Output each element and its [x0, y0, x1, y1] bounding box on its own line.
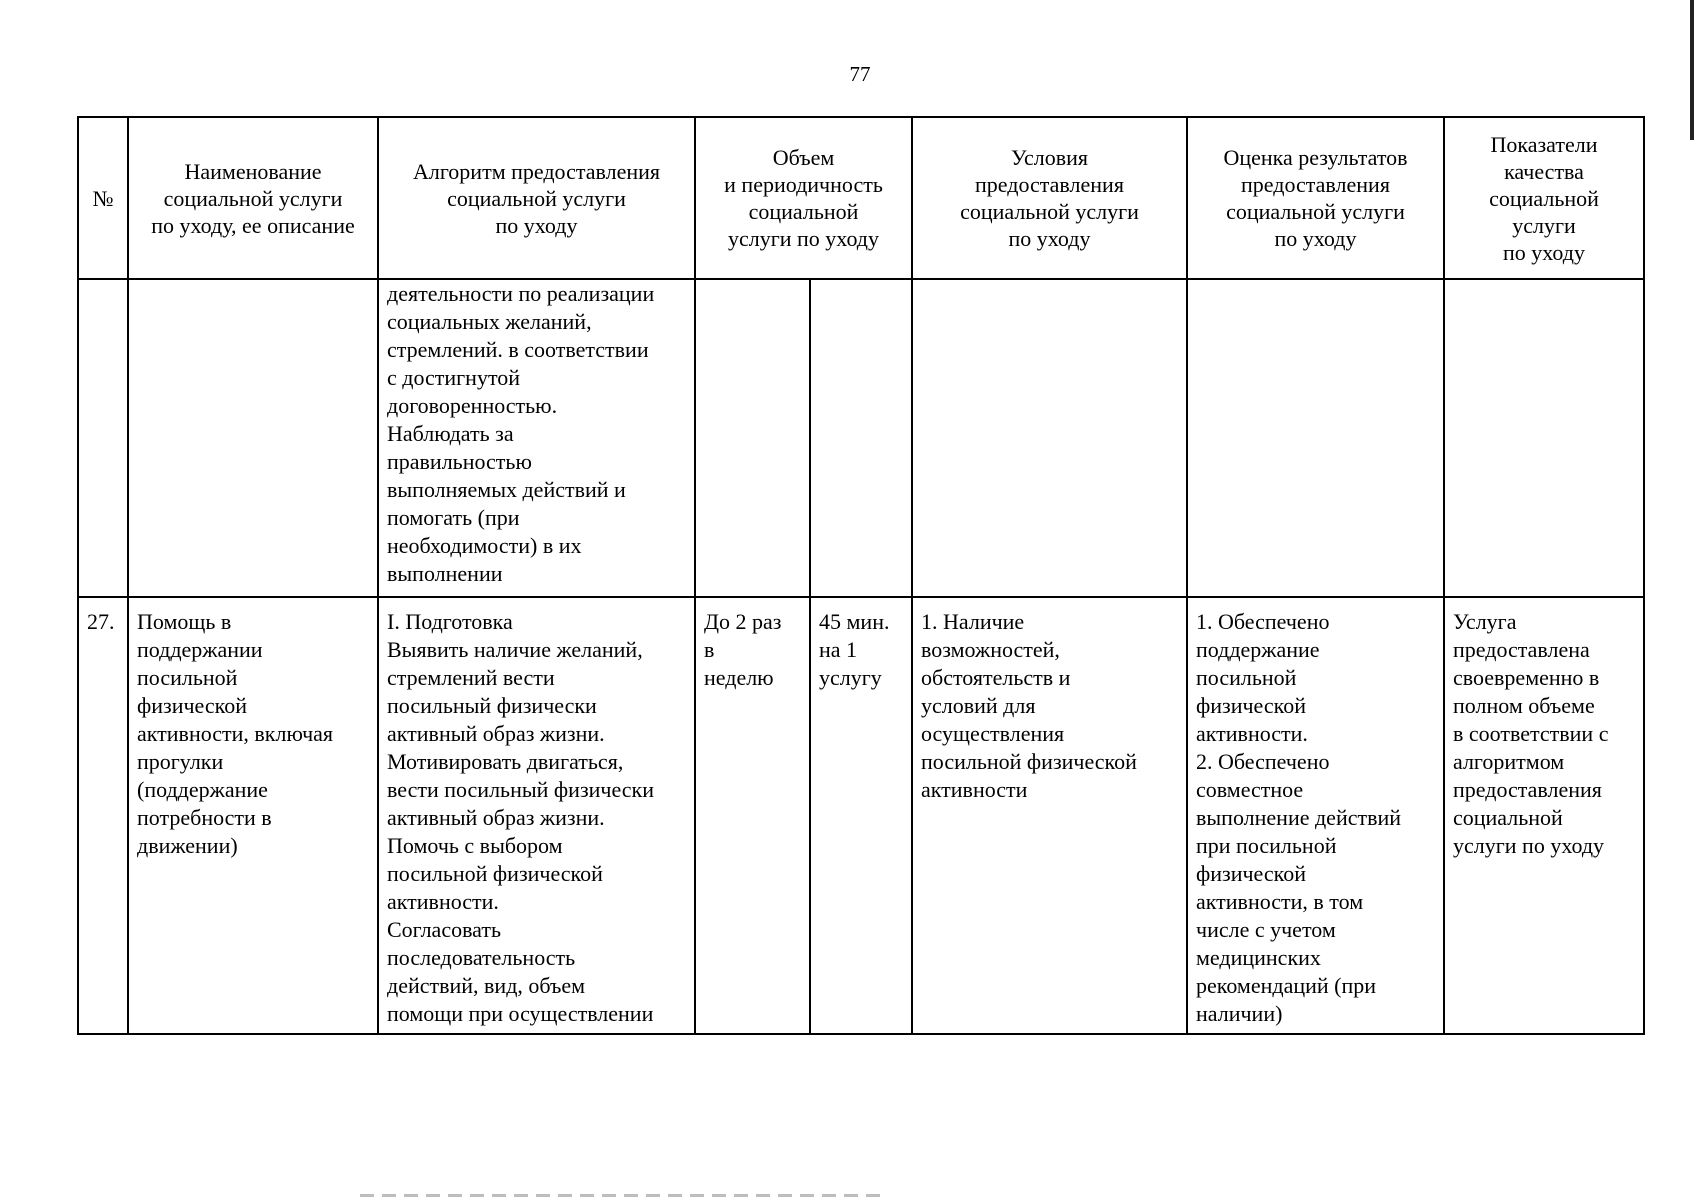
header-quality: Показатели качества социальной услуги по уходу [1444, 117, 1644, 279]
cell-conditions: 1. Наличие возможностей, обстоятельств и условий для осуществления посильной физической активности [912, 597, 1187, 1034]
cell-quality [1444, 279, 1644, 597]
table-row-continued [78, 279, 1644, 597]
header-number: № [78, 117, 128, 279]
cell-algorithm: деятельности по реализации социальных желаний, стремлений. в соответствии с достигнутой договоренностью. Наблюдать за правильностью выполняемых действий и помогать (при необходимости) в их выполнении [378, 279, 695, 597]
scan-edge-mark [1690, 0, 1694, 140]
table-row-27 [78, 597, 1644, 1034]
cell-periodicity [810, 279, 912, 597]
cell-number [78, 279, 128, 597]
cell-volume: До 2 раз в неделю [695, 597, 810, 1034]
cell-evaluation: 1. Обеспечено поддержание посильной физической активности. 2. Обеспечено совместное выполнение действий при посильной физической активности, в том числе с учетом медицинских рекомендаций (при наличии) [1187, 597, 1444, 1034]
cell-algorithm: I. Подготовка Выявить наличие желаний, стремлений вести посильный физически активный образ жизни. Мотивировать двигаться, вести посильный физически активный образ жизни. Помочь с выбором посильной физической активности. Согласовать последовательность действий, вид, объем помощи при осуществлении [378, 597, 695, 1034]
header-service-name: Наименование социальной услуги по уходу, ее описание [128, 117, 378, 279]
header-row [78, 117, 1644, 279]
cell-evaluation [1187, 279, 1444, 597]
header-evaluation: Оценка результатов предоставления социальной услуги по уходу [1187, 117, 1444, 279]
services-table [77, 116, 1645, 1035]
cell-volume [695, 279, 810, 597]
cell-service-name: Помощь в поддержании посильной физической активности, включая прогулки (поддержание потребности в движении) [128, 597, 378, 1034]
header-volume-periodicity: Объем и периодичность социальной услуги по уходу [695, 117, 912, 279]
header-algorithm: Алгоритм предоставления социальной услуги по уходу [378, 117, 695, 279]
cell-number: 27. [78, 597, 128, 1034]
cell-periodicity: 45 мин. на 1 услугу [810, 597, 912, 1034]
header-conditions: Условия предоставления социальной услуги по уходу [912, 117, 1187, 279]
cell-conditions [912, 279, 1187, 597]
cell-service-name [128, 279, 378, 597]
cell-quality: Услуга предоставлена своевременно в полном объеме в соответствии с алгоритмом предоставления социальной услуги по уходу [1444, 597, 1644, 1034]
scan-artifact-bottom [360, 1194, 880, 1197]
page-number: 77 [849, 62, 871, 86]
